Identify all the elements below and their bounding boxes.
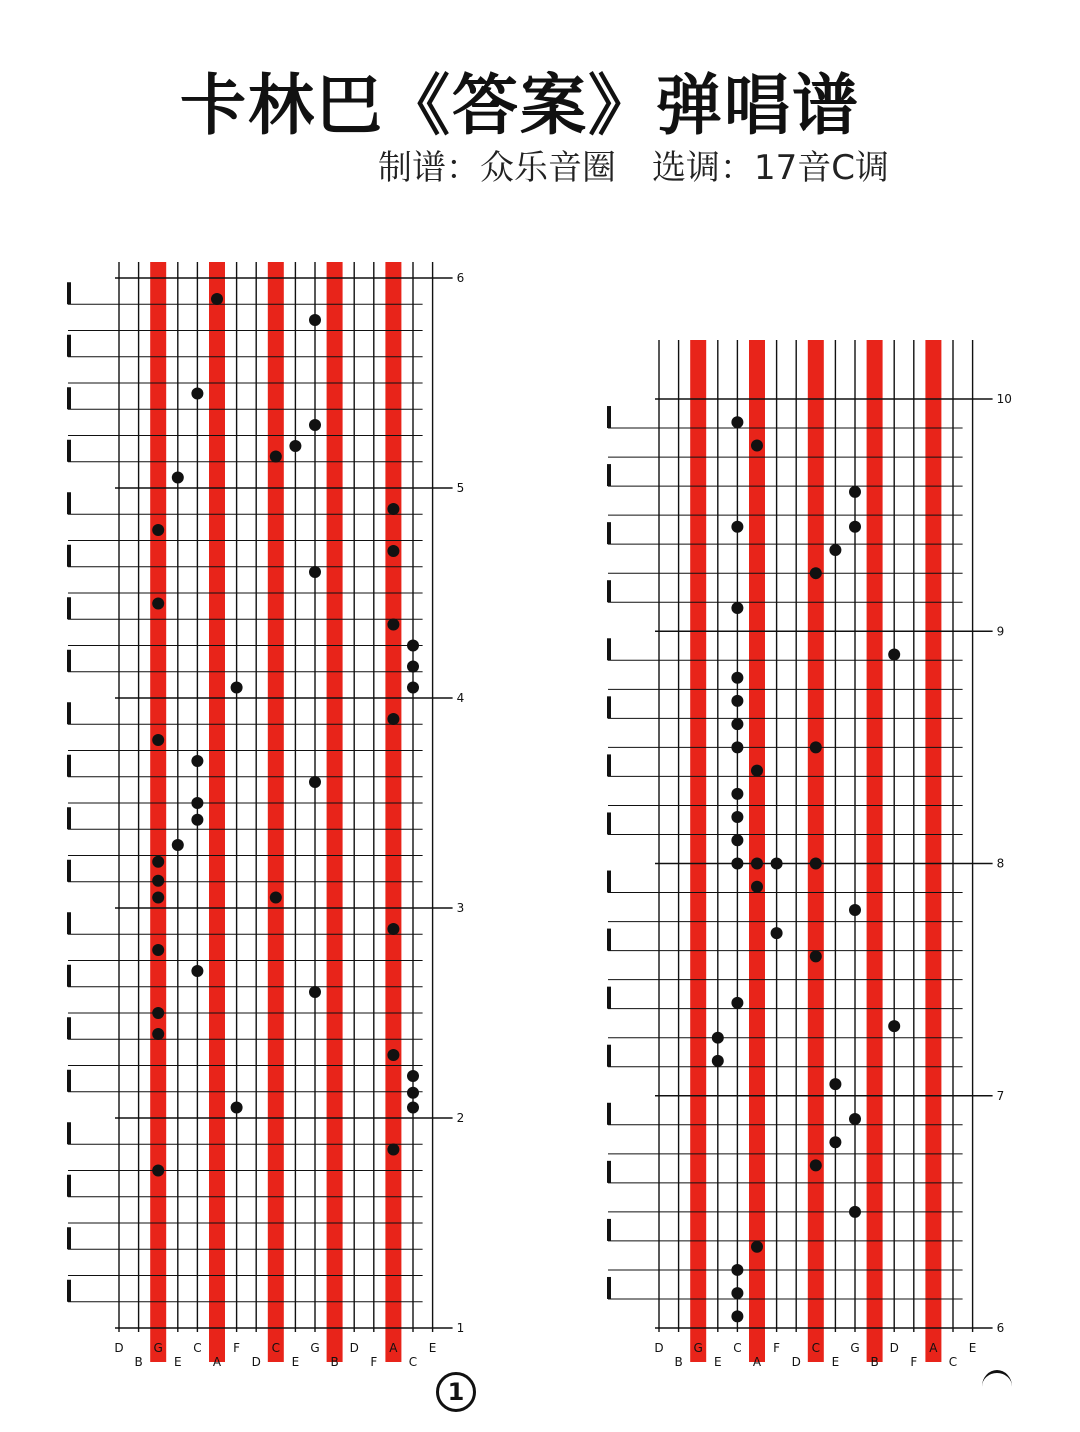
key-label: A xyxy=(929,1341,938,1355)
rhythm-stem xyxy=(607,1045,611,1067)
note-dot xyxy=(152,1165,164,1177)
key-label: E xyxy=(968,1341,977,1355)
rhythm-stem xyxy=(67,1070,71,1092)
note-dot xyxy=(751,881,763,893)
note-dot xyxy=(731,741,743,753)
red-tine xyxy=(925,340,941,1362)
score-column-2 xyxy=(540,0,1080,1432)
rhythm-stem xyxy=(607,929,611,951)
note-dot xyxy=(152,856,164,868)
rhythm-stem xyxy=(607,1103,611,1125)
note-dot xyxy=(191,797,203,809)
note-dot xyxy=(849,1113,861,1125)
note-dot xyxy=(731,788,743,800)
rhythm-stem xyxy=(67,387,71,409)
key-label: D xyxy=(114,1341,124,1355)
note-dot xyxy=(829,1078,841,1090)
rhythm-stem xyxy=(67,1122,71,1144)
note-dot xyxy=(888,648,900,660)
note-dot xyxy=(172,839,184,851)
key-label: E xyxy=(291,1355,300,1369)
note-dot xyxy=(289,440,301,452)
note-dot xyxy=(810,950,822,962)
key-label: E xyxy=(174,1355,182,1369)
key-label: B xyxy=(870,1355,879,1369)
measure-number: 2 xyxy=(456,1111,465,1125)
note-dot xyxy=(191,814,203,826)
note-dot xyxy=(152,1028,164,1040)
red-tine xyxy=(690,340,706,1362)
note-dot xyxy=(211,293,223,305)
note-dot xyxy=(152,875,164,887)
key-label: G xyxy=(153,1341,163,1355)
note-dot xyxy=(309,986,321,998)
note-dot xyxy=(191,388,203,400)
note-dot xyxy=(387,619,399,631)
note-dot xyxy=(309,776,321,788)
note-dot xyxy=(309,419,321,431)
note-dot xyxy=(407,640,419,652)
rhythm-stem xyxy=(67,440,71,462)
red-tine xyxy=(749,340,765,1362)
key-label: A xyxy=(389,1341,398,1355)
measure-number: 8 xyxy=(996,856,1005,871)
note-dot xyxy=(751,765,763,777)
key-label: C xyxy=(733,1341,742,1355)
key-label: C xyxy=(408,1355,418,1369)
key-label: B xyxy=(330,1355,339,1369)
note-dot xyxy=(152,892,164,904)
measure-number: 1 xyxy=(456,1321,465,1335)
note-dot xyxy=(849,904,861,916)
rhythm-stem xyxy=(67,282,71,304)
note-dot xyxy=(810,1159,822,1171)
note-dot xyxy=(771,927,783,939)
note-dot xyxy=(387,1144,399,1156)
rhythm-stem xyxy=(67,597,71,619)
note-dot xyxy=(731,1287,743,1299)
rhythm-stem xyxy=(67,492,71,514)
key-label: C xyxy=(811,1341,820,1355)
measure-number: 10 xyxy=(996,392,1012,406)
measure-number: 7 xyxy=(996,1088,1005,1103)
key-label: B xyxy=(674,1355,683,1369)
measure-number: 6 xyxy=(456,271,465,285)
note-dot xyxy=(731,718,743,730)
note-dot xyxy=(712,1055,724,1067)
note-dot xyxy=(152,734,164,746)
measure-number: 6 xyxy=(996,1321,1005,1335)
rhythm-stem xyxy=(607,638,611,660)
note-dot xyxy=(731,602,743,614)
note-dot xyxy=(407,1070,419,1082)
note-dot xyxy=(152,598,164,610)
note-dot xyxy=(407,1087,419,1099)
key-label: C xyxy=(193,1341,202,1355)
rhythm-stem xyxy=(67,650,71,672)
rhythm-stem xyxy=(67,807,71,829)
key-label: D xyxy=(791,1355,801,1369)
rhythm-stem xyxy=(67,335,71,357)
key-label: D xyxy=(889,1341,899,1355)
key-label: A xyxy=(752,1355,762,1369)
page-number-badge: 1 xyxy=(436,1372,476,1412)
note-dot xyxy=(309,314,321,326)
key-label: D xyxy=(349,1341,359,1355)
note-dot xyxy=(191,755,203,767)
note-dot xyxy=(731,416,743,428)
key-label: G xyxy=(310,1341,320,1355)
rhythm-stem xyxy=(607,987,611,1009)
note-dot xyxy=(152,944,164,956)
rhythm-stem xyxy=(67,1280,71,1302)
note-dot xyxy=(810,858,822,870)
rhythm-stem xyxy=(607,1277,611,1299)
page-title: 卡林巴《答案》弹唱谱 xyxy=(180,67,860,144)
rhythm-stem xyxy=(607,464,611,486)
key-label: E xyxy=(831,1355,840,1369)
note-dot xyxy=(731,1310,743,1322)
credit-text: 制谱：众乐音圈 xyxy=(378,148,616,188)
key-label: E xyxy=(714,1355,722,1369)
note-dot xyxy=(407,661,419,673)
rhythm-stem xyxy=(67,912,71,934)
note-dot xyxy=(751,439,763,451)
note-dot xyxy=(387,545,399,557)
key-label: C xyxy=(948,1355,958,1369)
measure-number: 4 xyxy=(456,691,465,705)
rhythm-stem xyxy=(67,1175,71,1197)
note-dot xyxy=(810,567,822,579)
measure-number: 3 xyxy=(456,901,465,915)
note-dot xyxy=(387,923,399,935)
note-dot xyxy=(731,695,743,707)
note-dot xyxy=(829,544,841,556)
rhythm-stem xyxy=(67,755,71,777)
rhythm-stem xyxy=(67,702,71,724)
note-dot xyxy=(849,521,861,533)
red-tine xyxy=(808,340,824,1362)
note-dot xyxy=(751,858,763,870)
key-label: D xyxy=(654,1341,664,1355)
note-dot xyxy=(270,451,282,463)
rhythm-stem xyxy=(607,871,611,893)
rhythm-stem xyxy=(607,580,611,602)
rhythm-stem xyxy=(607,406,611,428)
measure-number: 9 xyxy=(996,624,1005,639)
rhythm-stem xyxy=(607,754,611,776)
note-dot xyxy=(387,503,399,515)
note-dot xyxy=(172,472,184,484)
key-label: F xyxy=(910,1355,918,1369)
note-dot xyxy=(731,672,743,684)
rhythm-stem xyxy=(67,545,71,567)
key-label: E xyxy=(428,1341,437,1355)
note-dot xyxy=(771,858,783,870)
key-label: A xyxy=(212,1355,222,1369)
note-dot xyxy=(751,1241,763,1253)
note-dot xyxy=(731,1264,743,1276)
measure-number: 5 xyxy=(456,481,465,495)
note-dot xyxy=(731,858,743,870)
note-dot xyxy=(731,521,743,533)
key-label: B xyxy=(134,1355,143,1369)
key-label: F xyxy=(370,1355,378,1369)
note-dot xyxy=(407,1102,419,1114)
note-dot xyxy=(829,1136,841,1148)
note-dot xyxy=(231,1102,243,1114)
note-dot xyxy=(849,1206,861,1218)
note-dot xyxy=(191,965,203,977)
rhythm-stem xyxy=(607,522,611,544)
key-text: 选调：17音C调 xyxy=(652,148,890,188)
note-dot xyxy=(387,1049,399,1061)
rhythm-stem xyxy=(67,1017,71,1039)
note-dot xyxy=(152,1007,164,1019)
note-dot xyxy=(270,892,282,904)
note-dot xyxy=(731,834,743,846)
key-label: G xyxy=(850,1341,860,1355)
key-label: D xyxy=(251,1355,261,1369)
rhythm-stem xyxy=(67,1227,71,1249)
note-dot xyxy=(888,1020,900,1032)
rhythm-stem xyxy=(607,696,611,718)
rhythm-stem xyxy=(607,812,611,834)
note-dot xyxy=(152,524,164,536)
rhythm-stem xyxy=(67,860,71,882)
key-label: G xyxy=(693,1341,703,1355)
note-dot xyxy=(407,682,419,694)
rhythm-stem xyxy=(607,1161,611,1183)
rhythm-stem xyxy=(607,1219,611,1241)
note-dot xyxy=(810,741,822,753)
note-dot xyxy=(231,682,243,694)
rhythm-stem xyxy=(67,965,71,987)
note-dot xyxy=(712,1032,724,1044)
note-dot xyxy=(731,997,743,1009)
red-tine xyxy=(867,340,883,1362)
note-dot xyxy=(387,713,399,725)
note-dot xyxy=(309,566,321,578)
key-label: C xyxy=(271,1341,280,1355)
key-label: F xyxy=(773,1341,781,1355)
note-dot xyxy=(849,486,861,498)
note-dot xyxy=(731,811,743,823)
page-number-badge-partial xyxy=(982,1370,1012,1403)
key-label: F xyxy=(233,1341,241,1355)
